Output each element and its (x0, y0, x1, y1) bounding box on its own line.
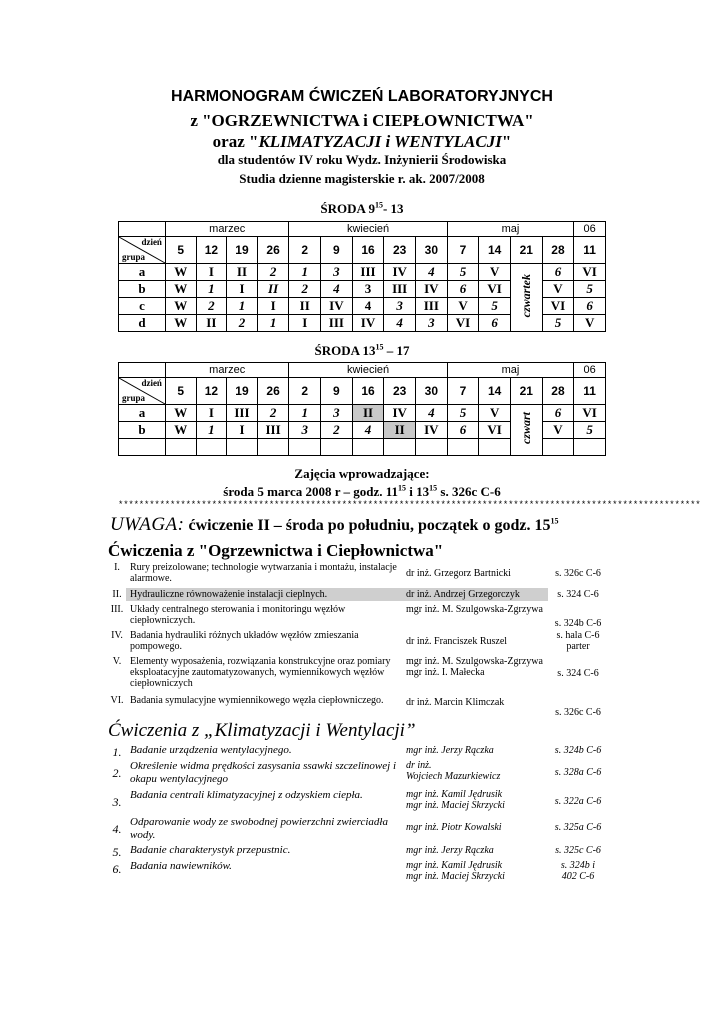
schedule-cell: 2 (196, 298, 227, 315)
corner-bottom-label: grupa (122, 393, 146, 403)
corner-top-label: dzień (141, 378, 162, 388)
schedule-cell: W (165, 264, 196, 281)
corner-cell (119, 237, 166, 264)
item-description: Badanie charakterystyk przepustnic. (130, 844, 291, 856)
item-number: III. (110, 604, 124, 615)
month-1: kwiecień (289, 222, 447, 237)
schedule-cell: 2 (257, 405, 289, 422)
intro-heading: Zajęcia wprowadzające: (294, 466, 430, 481)
day-12: 12 (196, 378, 227, 405)
schedule-cell: V (479, 264, 511, 281)
schedule-cell: 2 (289, 281, 321, 298)
schedule-cell: VI (542, 298, 574, 315)
separator-stars: **************************************************************************************************************** (118, 500, 701, 510)
schedule-cell: V (542, 422, 574, 439)
schedule-cell: IV (384, 264, 416, 281)
schedule-cell: III (352, 264, 384, 281)
day-header-row (119, 237, 606, 264)
day-16: 16 (352, 378, 384, 405)
schedule-cell: II (289, 298, 321, 315)
item-instructor: mgr inż. Piotr Kowalski (406, 822, 502, 833)
item-description: Elementy wyposażenia, rozwiązania konstrukcyjne oraz pomiary eksploatacyjne zautomatyzowanych, wymiennikowych węzłów ciepłowniczych (130, 656, 391, 689)
schedule-cell (352, 439, 384, 456)
day-7: 7 (447, 378, 479, 405)
item-instructor: mgr inż. Jerzy Rączka (406, 845, 494, 856)
day-19: 19 (227, 237, 258, 264)
corner-blank (119, 222, 166, 237)
item-room: s. 324 C-6 (557, 668, 599, 679)
group-label: b (119, 281, 166, 298)
schedule-cell (227, 439, 258, 456)
item-description: Rury preizolowane; technologie wytwarzania i montażu, instalacje alarmowe. (130, 562, 397, 584)
schedule-cell: 6 (479, 315, 511, 332)
schedule-cell: 6 (447, 281, 479, 298)
day-11: 11 (574, 378, 606, 405)
schedule-cell: IV (321, 298, 353, 315)
month-2: maj (447, 222, 574, 237)
ogrz-list (106, 562, 610, 720)
schedule-cell: 4 (321, 281, 353, 298)
schedule-cell: I (227, 422, 258, 439)
holiday-label: czwart (518, 411, 533, 444)
schedule2-title: ŚRODA $13^{15} - 17$ (314, 342, 410, 358)
item-description: Hydrauliczne równoważenie instalacji cieplnych. (130, 589, 328, 600)
schedule-cell: 5 (542, 315, 574, 332)
item-number: IV. (111, 630, 123, 641)
item-number: I. (114, 562, 120, 573)
corner-top-label: dzień (141, 237, 162, 247)
month-2: maj (447, 363, 574, 378)
day-14: 14 (479, 378, 511, 405)
item-instructor: dr inż. Grzegorz Bartnicki (406, 568, 511, 579)
holiday-cell (510, 405, 542, 456)
holiday-cell (510, 264, 542, 332)
day-9: 9 (321, 237, 353, 264)
day-2: 2 (289, 378, 321, 405)
item-instructor: dr inż. Marcin Klimczak (406, 697, 505, 708)
day-28: 28 (542, 237, 574, 264)
group-row (119, 405, 606, 422)
day-30: 30 (415, 237, 447, 264)
day-23: 23 (384, 378, 416, 405)
day-header-row (119, 378, 606, 405)
schedule-cell: 1 (289, 264, 321, 281)
schedule-cell: III (415, 298, 447, 315)
schedule-cell: II (384, 422, 416, 439)
day-28: 28 (542, 378, 574, 405)
schedule-cell: 1 (196, 422, 227, 439)
item-room: s. 324 C-6 (557, 589, 599, 600)
item-description: Badania centrali klimatyzacyjnej z odzyskiem ciepła. (130, 789, 363, 801)
klim-list (106, 744, 610, 894)
month-0: marzec (165, 363, 288, 378)
schedule-cell: 5 (447, 264, 479, 281)
day-19: 19 (227, 378, 258, 405)
item-room: s. 325a C-6 (554, 822, 602, 833)
item-room: s. 328a C-6 (554, 767, 602, 778)
schedule-cell: I (257, 298, 289, 315)
item-number: 2. (112, 766, 122, 780)
item-room: s. 326c C-6 (555, 707, 601, 718)
day-2: 2 (289, 237, 321, 264)
schedule-cell: III (227, 405, 258, 422)
item-number: V. (112, 656, 122, 667)
schedule-cell: 1 (257, 315, 289, 332)
schedule-cell: 3 (352, 281, 384, 298)
item-room: s. 326c C-6 (555, 568, 601, 579)
schedule-cell (165, 439, 196, 456)
schedule-cell: VI (479, 422, 511, 439)
day-21: 21 (510, 378, 542, 405)
schedule-cell (542, 439, 574, 456)
schedule-cell: VI (447, 315, 479, 332)
day-30: 30 (415, 378, 447, 405)
item-number: 5. (112, 845, 122, 859)
item-instructor: dr inż. Franciszek Ruszel (406, 636, 508, 647)
schedule-cell: VI (574, 405, 606, 422)
item-number: 1. (112, 745, 122, 759)
month-3: 06 (574, 363, 606, 378)
subject-line-2: oraz "KLIMATYZACJI i WENTYLACJI" (212, 132, 512, 151)
schedule-cell: 5 (574, 281, 606, 298)
schedule-cell (479, 439, 511, 456)
schedule-cell: 4 (415, 405, 447, 422)
month-0: marzec (165, 222, 288, 237)
schedule-cell: 2 (321, 422, 353, 439)
item-description: Układy centralnego sterowania i monitoringu węzłów ciepłowniczych. (130, 604, 346, 626)
item-instructor: mgr inż. M. Szulgowska-Zgrzywa mgr inż. I. Małecka (406, 656, 543, 678)
schedule-cell: 1 (196, 281, 227, 298)
klim-section-title: Ćwiczenia z „Klimatyzacji i Wentylacji” (108, 720, 416, 741)
schedule-cell: II (352, 405, 384, 422)
schedule-cell (196, 439, 227, 456)
item-room: s. 325c C-6 (555, 845, 601, 856)
day-16: 16 (352, 237, 384, 264)
item-room: s. 324b C-6 (554, 745, 602, 756)
schedule-cell: 1 (227, 298, 258, 315)
schedule-cell: V (479, 405, 511, 422)
schedule-cell: 2 (227, 315, 258, 332)
item-number: 3. (112, 795, 122, 809)
schedule-cell: W (165, 405, 196, 422)
document-title: HARMONOGRAM ĆWICZEŃ LABORATORYJNYCH (171, 88, 553, 105)
schedule-cell: 5 (447, 405, 479, 422)
item-description: Określenie widma prędkości zasysania ssawki szczelinowej i okapu wentylacyjnego (130, 760, 397, 785)
schedule1-title: ŚRODA $9^{15}-$ 13 (320, 200, 404, 216)
schedule-cell: 1 (289, 405, 321, 422)
study-line: Studia dzienne magisterskie r. ak. 2007/2008 (239, 171, 485, 186)
month-1: kwiecień (289, 363, 447, 378)
item-room: s. 322a C-6 (554, 796, 602, 807)
schedule-cell: II (227, 264, 258, 281)
corner-blank (119, 363, 166, 378)
uwaga-label: UWAGA: (110, 514, 185, 535)
item-instructor: dr inż. Andrzej Grzegorczyk (406, 589, 520, 600)
item-description: Badania hydrauliki różnych układów węzłów zmieszania pompowego. (130, 630, 359, 652)
schedule-cell: W (165, 315, 196, 332)
item-number: II. (112, 589, 122, 600)
group-row (119, 264, 606, 281)
group-label: c (119, 298, 166, 315)
schedule-cell: V (447, 298, 479, 315)
audience-line: dla studentów IV roku Wydz. Inżynierii Środowiska (217, 152, 507, 167)
group-label: d (119, 315, 166, 332)
schedule-cell (415, 439, 447, 456)
schedule-cell: V (574, 315, 606, 332)
item-number: VI. (110, 695, 124, 706)
schedule-cell: W (165, 298, 196, 315)
schedule-cell: I (289, 315, 321, 332)
schedule-cell (447, 439, 479, 456)
day-23: 23 (384, 237, 416, 264)
schedule1-table (118, 221, 606, 332)
day-14: 14 (479, 237, 511, 264)
day-26: 26 (257, 237, 289, 264)
corner-bottom-label: grupa (122, 252, 146, 262)
schedule-cell: 3 (384, 298, 416, 315)
item-description: Badanie urządzenia wentylacyjnego. (130, 744, 292, 756)
intro-details: środa 5 marca 2008 r – godz. $11^{15}$ i $13^{15}$ s. 326c C-6 (223, 483, 501, 499)
day-9: 9 (321, 378, 353, 405)
schedule-cell: 4 (384, 315, 416, 332)
day-7: 7 (447, 237, 479, 264)
item-instructor: mgr inż. Kamil Jędrusik mgr inż. Maciej Skrzycki (406, 860, 505, 882)
day-26: 26 (257, 378, 289, 405)
schedule-cell: 6 (542, 405, 574, 422)
item-number: 6. (112, 862, 122, 876)
schedule-cell: I (196, 405, 227, 422)
schedule-cell: 5 (574, 422, 606, 439)
schedule-cell: 4 (352, 298, 384, 315)
schedule-cell: 3 (289, 422, 321, 439)
schedule-cell: IV (384, 405, 416, 422)
schedule-cell: III (384, 281, 416, 298)
schedule-cell (321, 439, 353, 456)
schedule-cell: W (165, 422, 196, 439)
item-room: s. 324b i 402 C-6 (560, 860, 596, 882)
day-12: 12 (196, 237, 227, 264)
schedule2-table (118, 362, 606, 456)
schedule-cell: VI (479, 281, 511, 298)
schedule-cell: III (321, 315, 353, 332)
group-label (119, 439, 166, 456)
schedule-cell: IV (352, 315, 384, 332)
schedule-cell: 2 (257, 264, 289, 281)
schedule-cell: V (542, 281, 574, 298)
month-header-row (119, 363, 606, 378)
schedule-cell: 3 (321, 264, 353, 281)
schedule-cell: 3 (415, 315, 447, 332)
uwaga-note: UWAGA: ćwiczenie II – środa po południu, początek o godz. $15^{15}$ (110, 514, 559, 535)
schedule-cell: 5 (479, 298, 511, 315)
schedule-cell: W (165, 281, 196, 298)
schedule-cell: 6 (574, 298, 606, 315)
schedule-cell: IV (415, 281, 447, 298)
schedule-cell: 3 (321, 405, 353, 422)
item-instructor: mgr inż. M. Szulgowska-Zgrzywa (406, 604, 543, 615)
day-21: 21 (510, 237, 542, 264)
schedule-cell: III (257, 422, 289, 439)
month-3: 06 (574, 222, 606, 237)
schedule-cell: I (196, 264, 227, 281)
group-label: b (119, 422, 166, 439)
corner-cell (119, 378, 166, 405)
item-description: Odparowanie wody ze swobodnej powierzchni zwierciadła wody. (130, 816, 388, 841)
day-5: 5 (165, 237, 196, 264)
ogrz-section-title: Ćwiczenia z "Ogrzewnictwa i Ciepłownictwa" (108, 541, 444, 560)
schedule-cell: 6 (447, 422, 479, 439)
holiday-label: czwartek (518, 273, 533, 318)
schedule-cell: 6 (542, 264, 574, 281)
item-instructor: dr inż. Wojciech Mazurkiewicz (406, 760, 501, 782)
day-5: 5 (165, 378, 196, 405)
item-instructor: mgr inż. Kamil Jędrusik mgr inż. Maciej Skrzycki (406, 789, 505, 811)
schedule-cell: 4 (352, 422, 384, 439)
item-instructor: mgr inż. Jerzy Rączka (406, 745, 494, 756)
item-room: s. 324b C-6 (554, 618, 602, 629)
schedule-cell (289, 439, 321, 456)
subject-line-1: z "OGRZEWNICTWA i CIEPŁOWNICTWA" (190, 111, 534, 130)
schedule-cell (384, 439, 416, 456)
item-description: Badania nawiewników. (130, 860, 232, 872)
month-header-row (119, 222, 606, 237)
group-label: a (119, 264, 166, 281)
schedule-cell: IV (415, 422, 447, 439)
item-room: s. hala C-6 parter (556, 630, 600, 652)
schedule-cell: VI (574, 264, 606, 281)
schedule-cell: II (196, 315, 227, 332)
schedule-cell (574, 439, 606, 456)
item-description: Badania symulacyjne wymiennikowego węzła ciepłowniczego. (130, 695, 384, 706)
schedule-cell: II (257, 281, 289, 298)
schedule-cell: 4 (415, 264, 447, 281)
schedule-cell: I (227, 281, 258, 298)
schedule-cell (257, 439, 289, 456)
day-11: 11 (574, 237, 606, 264)
item-number: 4. (112, 822, 122, 836)
group-label: a (119, 405, 166, 422)
